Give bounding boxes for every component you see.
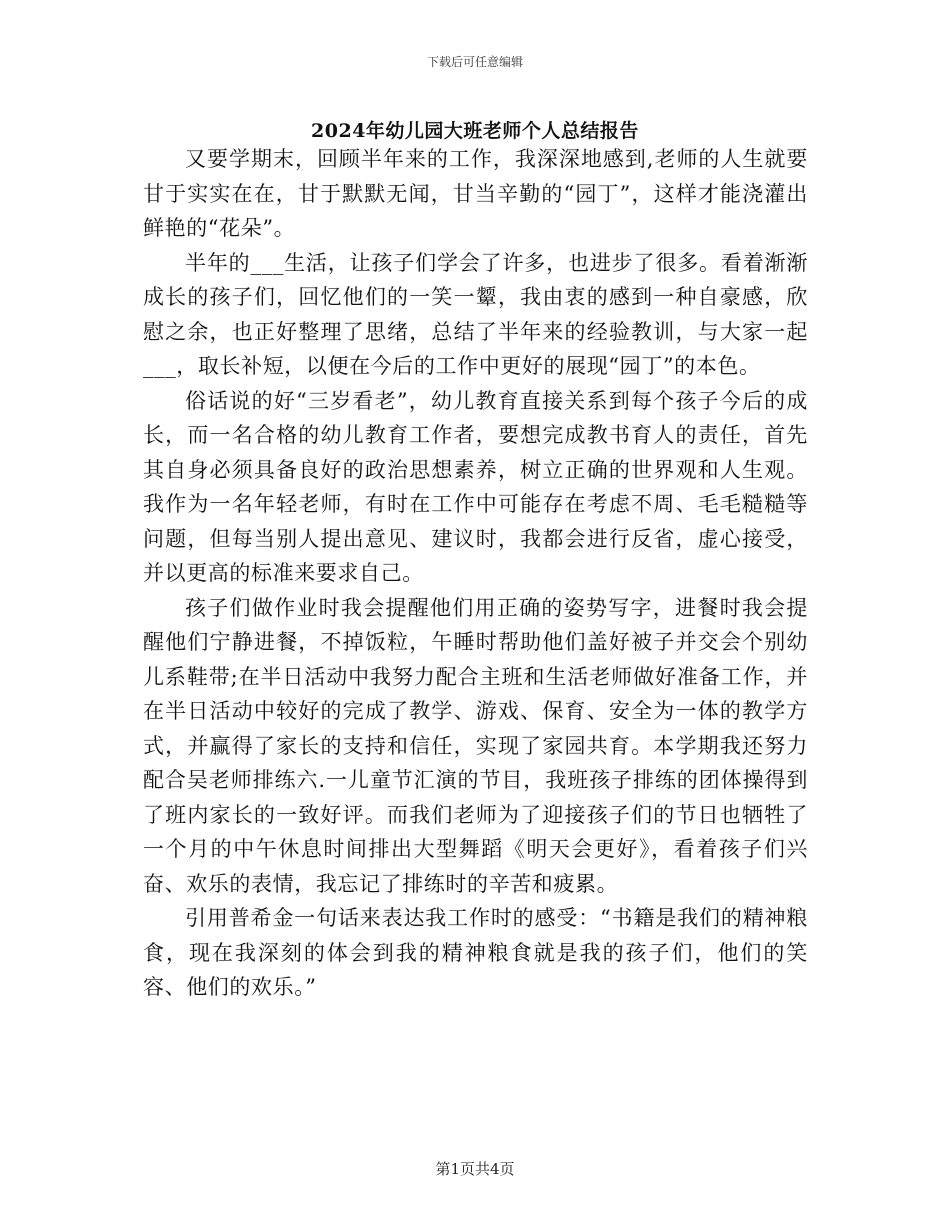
paragraph-intro: 又要学期末，回顾半年来的工作，我深深地感到,老师的人生就要甘于实实在在，甘于默默无闻，甘当辛勤的“园丁”，这样才能浇灌出鲜艳的“花朵”。 <box>143 147 808 240</box>
paragraph-daily-work: 孩子们做作业时我会提醒他们用正确的姿势写字，进餐时我会提醒他们宁静进餐，不掉饭粒，午睡时帮助他们盖好被子并交会个别幼儿系鞋带;在半日活动中我努力配合主班和生活老师做好准备工作，并在半日活动中较好的完成了教学、游戏、保育、安全为一体的教学方式，并赢得了家长的支持和信任，实现了家园共育。本学期我还努力配合吴老师排练六.一儿童节汇演的节目，我班孩子排练的团体操得到了班内家长的一致好评。而我们老师为了迎接孩子们的节日也牺牲了一个月的中午休息时间排出大型舞蹈《明天会更好》，看着孩子们兴奋、欢乐的表情，我忘记了排练时的辛苦和疲累。 <box>143 595 808 896</box>
paragraph-half-year: 半年的___生活，让孩子们学会了许多，也进步了很多。看着渐渐成长的孩子们，回忆他们的一笑一颦，我由衷的感到一种自豪感，欣慰之余，也正好整理了思绪，总结了半年来的经验教训，与大家一起___，取长补短，以便在今后的工作中更好的展现“园丁”的本色。 <box>143 250 808 378</box>
paragraph-proverb: 俗话说的好“三岁看老”，幼儿教育直接关系到每个孩子今后的成长，而一名合格的幼儿教育工作者，要想完成教书育人的责任，首先其自身必须具备良好的政治思想素养，树立正确的世界观和人生观。我作为一名年轻老师，有时在工作中可能存在考虑不周、毛毛糙糙等问题，但每当别人提出意见、建议时，我都会进行反省，虚心接受，并以更高的标准来要求自己。 <box>143 388 808 585</box>
page-header-note: 下载后可任意编辑 <box>426 55 523 69</box>
paragraph-quote: 引用普希金一句话来表达我工作时的感受：“书籍是我们的精神粮食，现在我深刻的体会到我的精神粮食就是我的孩子们，他们的笑容、他们的欢乐。” <box>143 906 808 999</box>
document-title: 2024年幼儿园大班老师个人总结报告 <box>311 120 639 142</box>
page-number: 第1页共4页 <box>435 1160 515 1178</box>
document-body <box>143 142 808 1005</box>
